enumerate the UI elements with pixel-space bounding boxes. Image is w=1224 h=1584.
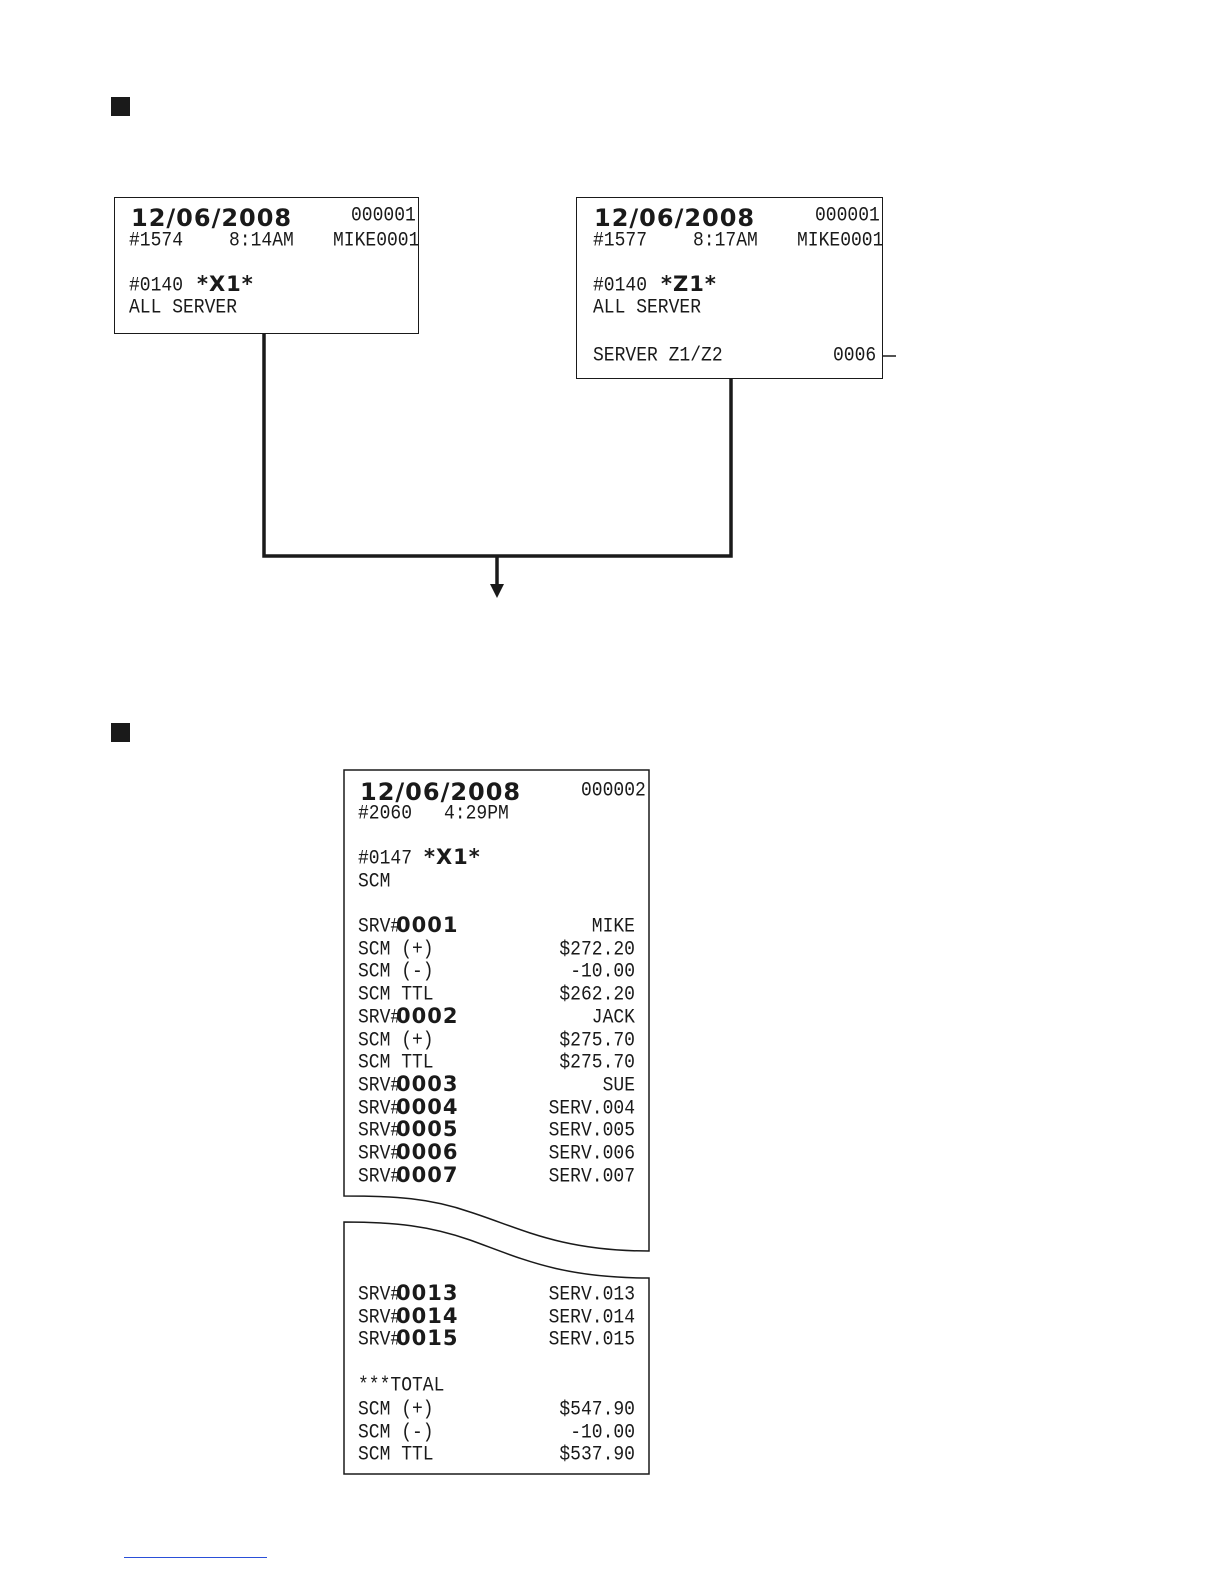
server-number: 0004 [396, 1094, 459, 1119]
server-name: JACK [591, 1006, 635, 1030]
receipt-consec: #1577 [593, 229, 648, 253]
row-amount: $547.90 [559, 1398, 635, 1422]
server-name: SERV.013 [548, 1283, 635, 1307]
server-prefix: SRV# [358, 1097, 402, 1120]
row-label: SCM (-) [358, 1421, 434, 1444]
z-counter-label: SERVER Z1/Z2 [593, 344, 723, 368]
report-number: #0140 [593, 274, 648, 298]
server-number: 0013 [396, 1281, 459, 1305]
receipt-row [344, 1119, 649, 1142]
receipt-row [344, 960, 649, 983]
server-number: 0003 [396, 1071, 459, 1096]
receipt-clerk: MIKE0001 [797, 229, 884, 253]
server-name: SERV.004 [548, 1097, 635, 1120]
server-name: MIKE [591, 915, 635, 939]
server-number: 0015 [396, 1326, 459, 1351]
receipt-row [344, 1094, 649, 1120]
row-amount: $275.70 [559, 1052, 635, 1075]
z-counter-value: 0006 [833, 344, 877, 368]
total-label: ***TOTAL [358, 1374, 445, 1398]
receipt-row [344, 1443, 649, 1466]
receipt-row [344, 1283, 649, 1306]
report-number: #0140 [129, 274, 184, 298]
receipt-seq: 000001 [815, 204, 880, 228]
report-mode: *X1* [197, 272, 254, 296]
server-number: 0014 [396, 1303, 459, 1328]
receipt-row [344, 1142, 649, 1165]
row-label: SCM (+) [358, 938, 434, 961]
row-label: SCM (-) [358, 961, 434, 984]
report-mode: *Z1* [661, 272, 717, 296]
server-name: SERV.007 [548, 1165, 635, 1188]
row-amount: $537.90 [559, 1444, 635, 1467]
receipt-row [344, 915, 649, 938]
receipt-date: 12/06/2008 [594, 204, 756, 232]
server-number: 0007 [396, 1162, 459, 1187]
receipt-row [344, 1303, 649, 1329]
server-prefix: SRV# [358, 1120, 402, 1143]
server-number: 0002 [396, 1003, 459, 1028]
row-amount: $262.20 [559, 983, 635, 1007]
receipt-clerk: MIKE0001 [333, 229, 420, 253]
report-title: ALL SERVER [593, 296, 702, 320]
receipt-seq: 000001 [351, 204, 416, 228]
receipt-row [344, 983, 649, 1006]
receipt-date: 12/06/2008 [360, 778, 522, 806]
receipt-row [344, 1071, 649, 1098]
server-name: SERV.015 [548, 1329, 635, 1352]
server-name: SERV.005 [548, 1120, 635, 1143]
server-prefix: SRV# [358, 1074, 402, 1098]
server-name: SERV.014 [548, 1306, 635, 1329]
row-amount: -10.00 [570, 961, 635, 984]
row-label: SCM TTL [358, 983, 434, 1007]
report-number: #0147 [358, 847, 413, 871]
server-number: 0006 [396, 1140, 459, 1164]
scm-report-receipt [344, 770, 649, 1200]
server-prefix: SRV# [358, 915, 402, 939]
receipt-row [344, 1003, 649, 1030]
server-prefix: SRV# [358, 1165, 402, 1188]
receipt-row [344, 1029, 649, 1052]
server-prefix: SRV# [358, 1329, 402, 1352]
receipt-time: 4:29PM [444, 802, 509, 826]
server-prefix: SRV# [358, 1006, 402, 1030]
footer-link[interactable] [124, 1557, 267, 1558]
row-label: SCM (+) [358, 1029, 434, 1052]
receipt-consec: #2060 [358, 802, 413, 826]
receipt-row [344, 1162, 649, 1188]
report-mode: *X1* [424, 845, 481, 869]
row-label: SCM TTL [358, 1052, 434, 1075]
receipt-row [344, 1421, 649, 1444]
receipt-row [344, 1398, 649, 1421]
server-name: SERV.006 [548, 1142, 635, 1166]
receipt-row [344, 1051, 649, 1074]
receipt-time: 8:17AM [693, 229, 758, 253]
server-prefix: SRV# [358, 1283, 402, 1307]
row-amount: $272.20 [559, 938, 635, 961]
receipt-row [344, 1328, 649, 1351]
server-prefix: SRV# [358, 1142, 402, 1166]
receipt-consec: #1574 [129, 229, 184, 253]
row-label: SCM (+) [358, 1398, 434, 1422]
report-title: ALL SERVER [129, 296, 238, 320]
report-title: SCM [358, 870, 391, 894]
row-label: SCM TTL [358, 1444, 434, 1467]
receipt-row [344, 938, 649, 961]
row-amount: -10.00 [570, 1421, 635, 1444]
receipt-time: 8:14AM [229, 229, 294, 253]
server-number: 0005 [396, 1117, 459, 1142]
server-number: 0001 [396, 913, 459, 937]
receipt-date: 12/06/2008 [131, 204, 293, 232]
scm-report-receipt-continued [344, 1280, 649, 1474]
server-prefix: SRV# [358, 1306, 402, 1329]
server-name: SUE [602, 1074, 635, 1098]
receipt-seq: 000002 [581, 779, 646, 803]
row-amount: $275.70 [559, 1029, 635, 1052]
